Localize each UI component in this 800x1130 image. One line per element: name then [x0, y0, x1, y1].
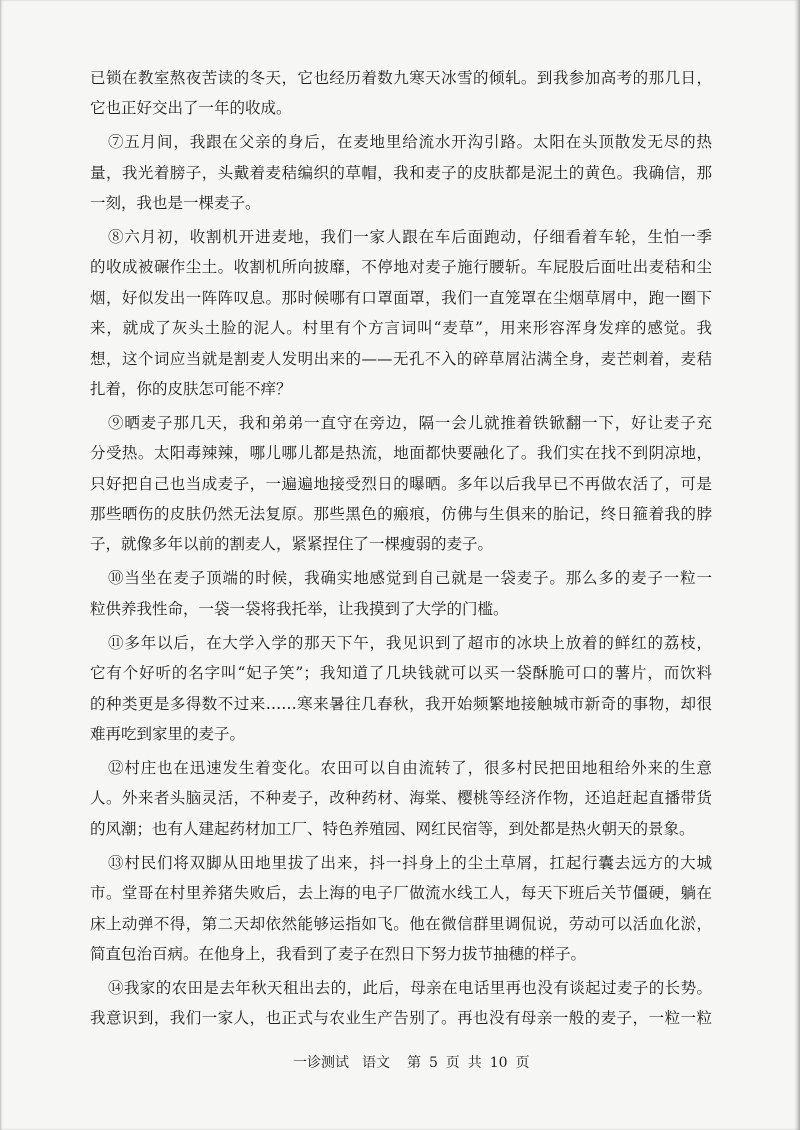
paragraph — [90, 408, 712, 560]
text-line: 烟，好似发出一阵阵叹息。那时候哪有口罩面罩，我们一直笼罩在尘烟草屑中，跑一圈下 — [90, 288, 712, 307]
article-body — [90, 63, 712, 1034]
paragraph — [90, 222, 712, 404]
text-line: 的风潮；也有人建起药材加工厂、特色养殖园、网红民宿等，到处都是热火朝天的景象。 — [90, 819, 695, 838]
text-line: 我意识到，我们一家人，也正式与农业生产告别了。再也没有母亲一般的麦子，一粒一粒 — [90, 1009, 712, 1028]
text-line: 粒供养我性命，一袋一袋将我托举，让我摸到了大学的门槛。 — [90, 599, 509, 618]
paragraph — [90, 63, 712, 124]
paragraph — [90, 753, 712, 844]
text-line: 的种类更是多得数不过来……寒来暑往几春秋，我开始频繁地接触城市新奇的事物，却很 — [90, 694, 712, 713]
footer-exam-name: 一诊测试 — [293, 1055, 349, 1071]
paragraph — [90, 973, 712, 1034]
text-line: 扎着，你的皮肤怎可能不痒？ — [90, 379, 292, 398]
text-line: 子，就像多年以前的割麦人，紧紧捏住了一棵瘦弱的麦子。 — [90, 535, 494, 554]
text-line: 一刻，我也是一棵麦子。 — [90, 193, 261, 212]
page-footer — [0, 1054, 800, 1072]
text-line: ⑫村庄也在迅速发生着变化。农田可以自由流转了，很多村民把田地租给外来的生意 — [108, 758, 712, 777]
text-line: ⑧六月初，收割机开进麦地，我们一家人跟在车后面跑动，仔细看着车轮，生怕一季 — [108, 227, 712, 246]
text-line: ⑬村民们将双脚从田地里拔了出来，抖一抖身上的尘土草屑，扛起行囊去远方的大城 — [108, 853, 712, 872]
paragraph — [90, 848, 712, 970]
text-line: ⑦五月间，我跟在父亲的身后，在麦地里给流水开沟引路。太阳在头顶散发无尽的热 — [108, 133, 712, 152]
text-line: ⑭我家的农田是去年秋天租出去的，此后，母亲在电话里再也没有谈起过麦子的长势。 — [108, 978, 712, 997]
paragraph — [90, 563, 712, 624]
text-line: 人。外来者头脑灵活，不种麦子，改种药材、海棠、樱桃等经济作物，还追赶起直播带货 — [90, 789, 712, 808]
text-line: 它有个好听的名字叫“妃子笑”；我知道了几块钱就可以买一袋酥脆可口的薯片，而饮料 — [90, 664, 712, 683]
footer-page-number: 第 5 页 共 10 页 — [407, 1055, 530, 1071]
text-line: 难再吃到家里的麦子。 — [90, 724, 246, 743]
text-line: 分受热。太阳毒辣辣，哪儿哪儿都是热流，地面都快要融化了。我们实在找不到阴凉地， — [90, 444, 712, 463]
footer-subject: 语文 — [362, 1055, 390, 1071]
text-line: 的收成被碾作尘土。收割机所向披靡，不停地对麦子施行腰斩。车屁股后面吐出麦秸和尘 — [90, 258, 712, 277]
text-line: 已锁在教室熬夜苦读的冬天，它也经历着数九寒天冰雪的倾轧。到我参加高考的那几日， — [90, 68, 712, 87]
paragraph — [90, 628, 712, 750]
text-line: 那些晒伤的皮肤仍然无法复原。那些黑色的瘢痕，仿佛与生俱来的胎记，终日箍着我的脖 — [90, 505, 712, 524]
text-line: 只好把自己也当成麦子，一遍遍地接受烈日的曝晒。多年以后我早已不再做农活了，可是 — [90, 474, 712, 493]
text-line: 来，就成了灰头土脸的泥人。村里有个方言词叫“麦草”，用来形容浑身发痒的感觉。我 — [90, 319, 712, 338]
text-line: ⑩当坐在麦子顶端的时候，我确实地感觉到自己就是一袋麦子。那么多的麦子一粒一 — [108, 569, 712, 588]
text-line: 简直包治百病。在他身上，我看到了麦子在烈日下努力拔节抽穗的样子。 — [90, 944, 587, 963]
text-line: ⑨晒麦子那几天，我和弟弟一直守在旁边，隔一会儿就推着铁锨翻一下，好让麦子充 — [108, 413, 712, 432]
paragraph — [90, 127, 712, 218]
text-line: 量，我光着膀子，头戴着麦秸编织的草帽，我和麦子的皮肤都是泥土的黄色。我确信，那 — [90, 163, 712, 182]
text-line: 它也正好交出了一年的收成。 — [90, 99, 292, 118]
text-line: 床上动弹不得，第二天却依然能够运指如飞。他在微信群里调侃说，劳动可以活血化淤， — [90, 914, 712, 933]
text-line: 想，这个词应当就是割麦人发明出来的——无孔不入的碎草屑沾满全身，麦芒刺着，麦秸 — [90, 349, 712, 368]
text-line: ⑪多年以后，在大学入学的那天下午，我见识到了超市的冰块上放着的鲜红的荔枝， — [108, 633, 712, 652]
text-line: 市。堂哥在村里养猪失败后，去上海的电子厂做流水线工人，每天下班后关节僵硬，躺在 — [90, 884, 712, 903]
